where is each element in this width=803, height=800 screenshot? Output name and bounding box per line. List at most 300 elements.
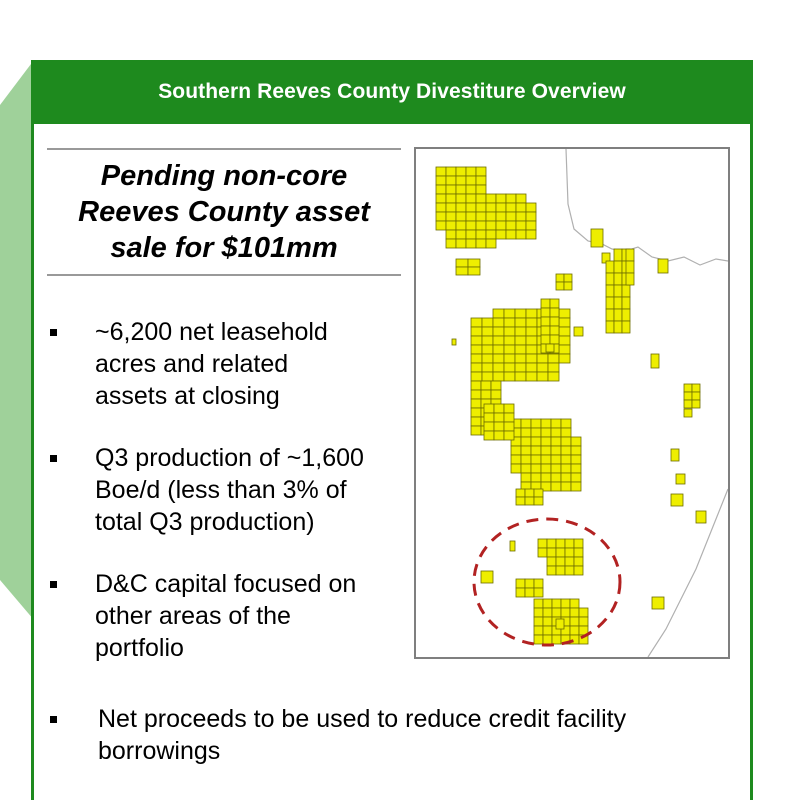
parcel [565, 566, 574, 575]
parcel [515, 336, 526, 345]
parcel [565, 557, 574, 566]
parcel [565, 539, 574, 548]
parcel [570, 608, 579, 617]
parcel [579, 608, 588, 617]
parcel [571, 473, 581, 482]
parcel [496, 203, 506, 212]
parcel [516, 194, 526, 203]
parcel [531, 446, 541, 455]
parcel [571, 446, 581, 455]
parcel [556, 548, 565, 557]
parcel [537, 363, 548, 372]
parcel [561, 455, 571, 464]
parcel [471, 372, 482, 381]
headline-line: Pending non-core [100, 160, 348, 192]
headline-line: Reeves County asset [78, 196, 370, 228]
parcel [491, 381, 501, 390]
parcel [525, 588, 534, 597]
parcel [564, 274, 572, 282]
parcel [614, 285, 622, 297]
bullet-line: assets at closing [95, 382, 280, 410]
parcel [541, 326, 550, 335]
parcel [574, 539, 583, 548]
parcel [484, 422, 494, 431]
parcel [526, 336, 537, 345]
parcel [546, 344, 554, 352]
parcel [550, 299, 559, 308]
parcel [515, 354, 526, 363]
parcel [482, 345, 493, 354]
parcel [496, 194, 506, 203]
parcel [486, 221, 496, 230]
parcel [504, 422, 514, 431]
parcel [446, 176, 456, 185]
parcel [476, 239, 486, 248]
parcel [543, 617, 552, 626]
parcel [684, 409, 692, 417]
parcel [622, 285, 630, 297]
parcel [484, 404, 494, 413]
parcel [658, 259, 668, 273]
bullet-line: acres and related [95, 350, 289, 378]
parcel [456, 167, 466, 176]
parcel [468, 267, 480, 275]
bullet-line: total Q3 production) [95, 508, 315, 536]
bullet-line: borrowings [98, 737, 221, 765]
parcel [521, 419, 531, 428]
parcel [493, 345, 504, 354]
parcel [547, 548, 556, 557]
parcel [547, 539, 556, 548]
parcel [496, 221, 506, 230]
parcel [504, 363, 515, 372]
parcel [494, 431, 504, 440]
parcel [556, 557, 565, 566]
parcel [552, 608, 561, 617]
parcel [476, 221, 486, 230]
parcel [534, 579, 543, 588]
parcel [552, 599, 561, 608]
parcel [456, 259, 468, 267]
parcel [559, 318, 570, 327]
slide-title [31, 60, 753, 124]
parcel [614, 261, 622, 273]
parcel [526, 203, 536, 212]
bullet-item [50, 703, 788, 767]
parcel [534, 599, 543, 608]
parcel [446, 194, 456, 203]
bullet-line: D&C capital focused on [95, 570, 357, 598]
parcel [456, 176, 466, 185]
parcel [471, 336, 482, 345]
parcel [471, 417, 481, 426]
parcel [471, 390, 481, 399]
parcel [550, 326, 559, 335]
parcel [486, 194, 496, 203]
parcel [476, 230, 486, 239]
parcel [504, 413, 514, 422]
parcel [541, 437, 551, 446]
parcel [521, 455, 531, 464]
parcel [521, 464, 531, 473]
parcel [515, 345, 526, 354]
parcel [466, 230, 476, 239]
parcel [471, 426, 481, 435]
parcel [559, 336, 570, 345]
parcel [511, 446, 521, 455]
parcel [606, 321, 614, 333]
parcel [484, 413, 494, 422]
parcel [526, 230, 536, 239]
parcel [484, 431, 494, 440]
bullet-line: Net proceeds to be used to reduce credit facility [98, 705, 627, 733]
parcel [684, 400, 692, 408]
parcel [526, 309, 537, 318]
parcel [466, 167, 476, 176]
parcel [516, 212, 526, 221]
parcel [561, 446, 571, 455]
parcel [506, 230, 516, 239]
parcel [541, 299, 550, 308]
headline-line: sale for $101mm [110, 232, 338, 264]
parcel [565, 548, 574, 557]
parcel [531, 419, 541, 428]
parcel [504, 345, 515, 354]
parcel [652, 597, 664, 609]
parcel [570, 599, 579, 608]
parcel [556, 566, 565, 575]
parcel [471, 399, 481, 408]
parcel [526, 221, 536, 230]
parcel [614, 309, 622, 321]
parcel [548, 354, 559, 363]
parcel [538, 539, 547, 548]
parcel [541, 446, 551, 455]
parcel [561, 482, 571, 491]
parcel [515, 318, 526, 327]
parcel [525, 489, 534, 497]
bullet-line: ~6,200 net leasehold [95, 318, 328, 346]
parcel [651, 354, 659, 368]
bullet-marker [50, 455, 57, 462]
parcel [486, 230, 496, 239]
parcel [466, 203, 476, 212]
parcel [561, 437, 571, 446]
parcel [471, 318, 482, 327]
parcel [476, 203, 486, 212]
parcel [456, 203, 466, 212]
parcel [534, 626, 543, 635]
parcel [504, 404, 514, 413]
parcel [521, 473, 531, 482]
parcel [676, 474, 685, 484]
parcel [541, 419, 551, 428]
parcel [526, 372, 537, 381]
parcel [456, 267, 468, 275]
parcel [556, 282, 564, 290]
parcel [606, 285, 614, 297]
parcel [614, 297, 622, 309]
parcel [486, 203, 496, 212]
parcel [531, 428, 541, 437]
parcel [526, 363, 537, 372]
parcel [506, 221, 516, 230]
bullet-line: portfolio [95, 634, 184, 662]
parcel [551, 446, 561, 455]
parcel [561, 473, 571, 482]
bullet-marker [50, 716, 57, 723]
parcel [561, 428, 571, 437]
parcel [521, 437, 531, 446]
parcel [692, 384, 700, 392]
parcel [516, 588, 525, 597]
parcel [543, 626, 552, 635]
parcel [476, 167, 486, 176]
parcel [551, 482, 561, 491]
parcel [466, 185, 476, 194]
parcel [476, 185, 486, 194]
parcel [551, 464, 561, 473]
parcel [504, 318, 515, 327]
bullet-line: Q3 production of ~1,600 [95, 444, 364, 472]
parcel [543, 608, 552, 617]
parcel [481, 390, 491, 399]
parcel [510, 541, 515, 551]
parcel [481, 571, 493, 583]
parcel [551, 455, 561, 464]
parcel [511, 464, 521, 473]
parcel [622, 309, 630, 321]
parcel [541, 335, 550, 344]
bullet-item [50, 316, 400, 412]
parcel [471, 327, 482, 336]
parcel [541, 455, 551, 464]
parcel [521, 428, 531, 437]
bullet-line: Boe/d (less than 3% of [95, 476, 347, 504]
parcel [516, 497, 525, 505]
parcel [482, 318, 493, 327]
parcel [541, 308, 550, 317]
parcel [551, 437, 561, 446]
parcel [446, 239, 456, 248]
parcel [671, 449, 679, 461]
parcel [543, 599, 552, 608]
parcel [552, 635, 561, 644]
parcel [436, 194, 446, 203]
parcel [446, 203, 456, 212]
parcel [482, 372, 493, 381]
parcel [696, 511, 706, 523]
parcel [614, 273, 622, 285]
parcel [559, 327, 570, 336]
parcel [515, 372, 526, 381]
parcel [551, 428, 561, 437]
parcel [493, 327, 504, 336]
parcel [476, 194, 486, 203]
parcel [456, 239, 466, 248]
parcel [466, 239, 476, 248]
parcel [476, 212, 486, 221]
parcel [525, 579, 534, 588]
parcel [614, 321, 622, 333]
parcel [486, 239, 496, 248]
parcel [504, 336, 515, 345]
parcel [531, 464, 541, 473]
parcel [537, 372, 548, 381]
parcel [541, 473, 551, 482]
parcel [548, 363, 559, 372]
parcel [466, 221, 476, 230]
parcel [506, 212, 516, 221]
parcel [471, 408, 481, 417]
parcel [476, 176, 486, 185]
county-boundary [566, 149, 728, 265]
headline-box [47, 148, 401, 276]
parcel [494, 422, 504, 431]
parcel [496, 230, 506, 239]
parcel [571, 464, 581, 473]
parcel [626, 249, 634, 261]
parcel [541, 428, 551, 437]
parcel [436, 176, 446, 185]
parcel [550, 308, 559, 317]
parcel [504, 309, 515, 318]
side-chevron-decoration [0, 60, 34, 620]
parcel [526, 327, 537, 336]
parcel [436, 203, 446, 212]
parcel [466, 212, 476, 221]
parcel [482, 363, 493, 372]
parcel [526, 318, 537, 327]
parcel [516, 221, 526, 230]
slide-title-text: Southern Reeves County Divestiture Overview [158, 80, 626, 103]
parcel [614, 249, 622, 261]
parcel [491, 390, 501, 399]
parcel [526, 354, 537, 363]
parcel [504, 372, 515, 381]
parcel [606, 297, 614, 309]
parcel [561, 608, 570, 617]
parcel [556, 619, 564, 629]
parcel [574, 548, 583, 557]
parcel [482, 327, 493, 336]
parcel [504, 354, 515, 363]
parcel [561, 599, 570, 608]
parcel [541, 317, 550, 326]
parcel [538, 548, 547, 557]
parcel [551, 419, 561, 428]
parcel [504, 327, 515, 336]
acreage-map [414, 147, 730, 659]
parcel [494, 404, 504, 413]
parcel [556, 274, 564, 282]
parcel [456, 221, 466, 230]
bullet-marker [50, 329, 57, 336]
parcel [504, 431, 514, 440]
parcel [571, 482, 581, 491]
parcel [692, 392, 700, 400]
parcel [506, 194, 516, 203]
parcel [471, 363, 482, 372]
parcel [626, 273, 634, 285]
county-boundary [648, 489, 728, 657]
parcel [571, 455, 581, 464]
parcel [534, 489, 543, 497]
parcel [606, 273, 614, 285]
parcel [684, 392, 692, 400]
parcel [606, 309, 614, 321]
parcel [561, 464, 571, 473]
parcel [515, 363, 526, 372]
parcel [506, 203, 516, 212]
parcel [493, 372, 504, 381]
parcel [496, 212, 506, 221]
parcel [571, 437, 581, 446]
parcel [486, 212, 496, 221]
parcel [561, 419, 571, 428]
parcel [446, 167, 456, 176]
parcel [543, 635, 552, 644]
bullet-item [50, 442, 400, 538]
parcel [493, 309, 504, 318]
parcel [446, 230, 456, 239]
parcel [570, 617, 579, 626]
parcel [493, 354, 504, 363]
parcel [671, 494, 683, 506]
parcel [531, 473, 541, 482]
parcel [516, 230, 526, 239]
parcel [622, 297, 630, 309]
parcel [534, 608, 543, 617]
bullet-item [50, 568, 400, 664]
parcel [516, 489, 525, 497]
parcel [446, 221, 456, 230]
parcel [606, 261, 614, 273]
parcel [547, 566, 556, 575]
bullet-line: other areas of the [95, 602, 291, 630]
parcel [541, 464, 551, 473]
parcel [494, 413, 504, 422]
parcel [525, 497, 534, 505]
parcel [436, 221, 446, 230]
parcel [548, 372, 559, 381]
parcel [531, 437, 541, 446]
parcel [482, 336, 493, 345]
parcel [466, 176, 476, 185]
parcel [466, 194, 476, 203]
parcel [436, 167, 446, 176]
parcel [482, 354, 493, 363]
parcel [559, 354, 570, 363]
parcel [579, 617, 588, 626]
parcel [511, 455, 521, 464]
bullet-list [50, 316, 400, 694]
parcel [471, 354, 482, 363]
parcel [556, 539, 565, 548]
parcel [446, 185, 456, 194]
parcel [559, 345, 570, 354]
parcel [515, 327, 526, 336]
parcel [531, 455, 541, 464]
parcel [493, 336, 504, 345]
parcel [471, 381, 481, 390]
parcel [559, 309, 570, 318]
parcel [547, 557, 556, 566]
parcel [574, 557, 583, 566]
parcel [534, 635, 543, 644]
parcel [516, 203, 526, 212]
bullet-marker [50, 581, 57, 588]
